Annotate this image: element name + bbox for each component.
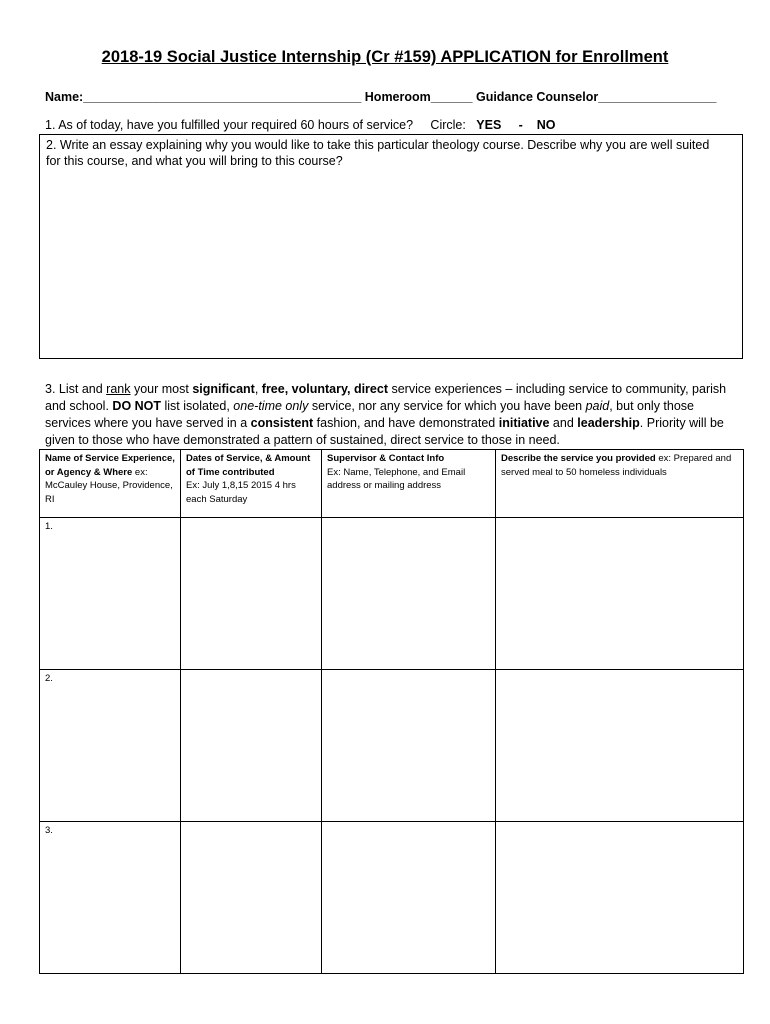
header-service-name: Name of Service Experience, or Agency & Where ex: McCauley House, Providence, RI [40,450,181,518]
row-3-supervisor-cell[interactable] [322,822,496,974]
yes-option[interactable]: YES [476,118,502,132]
form-title: 2018-19 Social Justice Internship (Cr #159) APPLICATION for Enrollment [101,48,669,66]
row-2-service-cell[interactable] [40,670,181,822]
significant-emphasis: significant [192,382,255,396]
free-voluntary-direct-emphasis: free, voluntary, direct [261,382,388,396]
row-1-service-cell[interactable] [40,518,181,670]
row-number: 2. [45,673,53,684]
row-3-description-cell[interactable] [496,822,744,974]
one-time-emphasis: one-time only [233,399,309,413]
header-description: Describe the service you provided ex: Prepared and served meal to 50 homeless individuals [496,450,744,518]
question-1-text: 1. As of today, have you fulfilled your required 60 hours of service? [45,118,414,132]
counselor-field[interactable]: _________________ [598,90,717,104]
row-2-description-cell[interactable] [496,670,744,822]
name-label: Name: [45,90,84,104]
table-row [40,822,744,974]
question-3-text: 3. List and rank your most significant, free, voluntary, direct service experiences – including service to community, parish and school. DO NOT list isolated, one-time only service, nor any service for which you have been paid, but only those services where you have served in a consistent fashion, and have demonstrated initiative and leadership. Priority will be given to those who have demonstrated a pattern of sustained, direct service to those in need. [45,382,727,447]
do-not-emphasis: DO NOT [112,399,162,413]
row-1-description-cell[interactable] [496,518,744,670]
consistent-emphasis: consistent [250,416,314,430]
question-1 [45,118,555,132]
row-2-dates-cell[interactable] [181,670,322,822]
homeroom-field[interactable]: ______ [430,90,473,104]
row-2-supervisor-cell[interactable] [322,670,496,822]
row-number: 3. [45,825,53,836]
row-1-supervisor-cell[interactable] [322,518,496,670]
service-table [39,449,744,974]
student-info-line [45,90,735,104]
circle-label: Circle: [430,118,466,132]
header-supervisor: Supervisor & Contact Info Ex: Name, Telephone, and Email address or mailing address [322,450,496,518]
row-3-dates-cell[interactable] [181,822,322,974]
no-option[interactable]: NO [536,118,556,132]
rank-emphasis: rank [106,382,131,396]
essay-box[interactable] [39,134,743,359]
question-2-text: 2. Write an essay explaining why you would like to take this particular theology course. Describe why you are well suited for this course, and what you will bring to this course? [46,138,710,168]
table-header-row [40,450,744,518]
row-number: 1. [45,521,53,532]
counselor-label: Guidance Counselor [475,90,599,104]
initiative-emphasis: initiative [498,416,550,430]
homeroom-label: Homeroom [364,90,431,104]
table-row [40,518,744,670]
leadership-emphasis: leadership [577,416,640,430]
table-row [40,670,744,822]
paid-emphasis: paid [585,399,610,413]
row-1-dates-cell[interactable] [181,518,322,670]
name-field[interactable]: ________________________________________ [83,90,362,104]
row-3-service-cell[interactable] [40,822,181,974]
option-separator: - [518,118,523,132]
header-dates: Dates of Service, & Amount of Time contributed Ex: July 1,8,15 2015 4 hrs each Saturday [181,450,322,518]
